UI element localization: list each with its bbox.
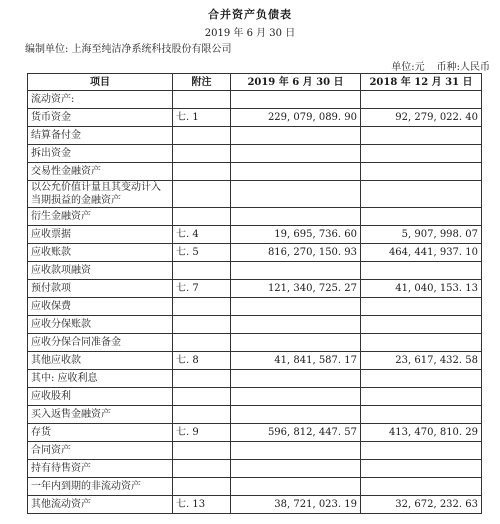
row-item-label: 其他应收款 <box>28 352 173 370</box>
row-item-label: 持有待售资产 <box>28 460 173 478</box>
row-note <box>173 262 231 280</box>
row-value-current <box>231 145 361 163</box>
row-note: 七. 13 <box>173 496 231 514</box>
row-value-current <box>231 181 361 208</box>
row-item-label: 交易性金融资产 <box>28 163 173 181</box>
row-value-current <box>231 262 361 280</box>
table-header-row <box>28 74 482 91</box>
row-value-current <box>231 91 361 109</box>
row-item-label: 货币资金 <box>28 109 173 127</box>
row-value-current <box>231 316 361 334</box>
row-value-current <box>231 442 361 460</box>
table-row <box>28 127 482 145</box>
row-value-prior <box>361 316 482 334</box>
balance-sheet-table <box>27 73 482 514</box>
table-row <box>28 226 482 244</box>
column-header-prior: 2018 年 12 月 31 日 <box>361 74 482 91</box>
row-note <box>173 181 231 208</box>
row-value-current <box>231 388 361 406</box>
row-value-prior <box>361 127 482 145</box>
row-value-current: 121, 340, 725. 27 <box>231 280 361 298</box>
row-note <box>173 298 231 316</box>
column-header-item: 项目 <box>28 74 173 91</box>
row-note <box>173 208 231 226</box>
row-value-prior: 41, 040, 153. 13 <box>361 280 482 298</box>
row-note <box>173 91 231 109</box>
company-name: 编制单位: 上海至纯洁净系统科技股份有限公司 <box>25 44 232 55</box>
column-header-current: 2019 年 6 月 30 日 <box>231 74 361 91</box>
table-row <box>28 334 482 352</box>
row-note <box>173 388 231 406</box>
table-row <box>28 163 482 181</box>
table-row <box>28 181 482 208</box>
row-note: 七. 8 <box>173 352 231 370</box>
table-row <box>28 352 482 370</box>
table-row <box>28 370 482 388</box>
row-value-current <box>231 370 361 388</box>
row-item-label: 应收分保合同准备金 <box>28 334 173 352</box>
row-item-label: 其中: 应收利息 <box>28 370 173 388</box>
row-item-label: 应收款项融资 <box>28 262 173 280</box>
table-row <box>28 262 482 280</box>
table-row <box>28 478 482 496</box>
row-value-current: 816, 270, 150. 93 <box>231 244 361 262</box>
currency-label: 币种:人民币 <box>436 62 490 73</box>
row-item-label: 衍生金融资产 <box>28 208 173 226</box>
table-row <box>28 244 482 262</box>
row-value-prior: 23, 617, 432. 58 <box>361 352 482 370</box>
row-value-prior: 413, 470, 810. 29 <box>361 424 482 442</box>
row-note <box>173 406 231 424</box>
table-row <box>28 388 482 406</box>
row-note <box>173 370 231 388</box>
report-date: 2019 年 6 月 30 日 <box>204 28 296 39</box>
row-item-label: 一年内到期的非流动资产 <box>28 478 173 496</box>
row-note <box>173 442 231 460</box>
row-value-prior <box>361 442 482 460</box>
row-item-label: 应收账款 <box>28 244 173 262</box>
row-value-prior <box>361 91 482 109</box>
table-row <box>28 298 482 316</box>
row-note: 七. 4 <box>173 226 231 244</box>
row-value-prior: 32, 672, 232. 63 <box>361 496 482 514</box>
row-value-prior: 464, 441, 937. 10 <box>361 244 482 262</box>
row-item-label: 买入返售金融资产 <box>28 406 173 424</box>
row-item-label: 应收股利 <box>28 388 173 406</box>
row-note: 七. 5 <box>173 244 231 262</box>
row-value-current: 19, 695, 736. 60 <box>231 226 361 244</box>
row-value-current <box>231 127 361 145</box>
row-note <box>173 460 231 478</box>
row-value-prior <box>361 262 482 280</box>
report-title: 合并资产负债表 <box>208 8 292 21</box>
row-value-prior <box>361 181 482 208</box>
table-row <box>28 316 482 334</box>
row-value-current <box>231 298 361 316</box>
row-item-label: 拆出资金 <box>28 145 173 163</box>
row-item-label: 其他流动资产 <box>28 496 173 514</box>
row-value-current: 38, 721, 023. 19 <box>231 496 361 514</box>
table-row <box>28 460 482 478</box>
row-value-current <box>231 334 361 352</box>
row-value-current <box>231 460 361 478</box>
table-row <box>28 496 482 514</box>
row-value-current: 229, 079, 089. 90 <box>231 109 361 127</box>
row-note <box>173 316 231 334</box>
row-value-current: 41, 841, 587. 17 <box>231 352 361 370</box>
row-value-prior <box>361 406 482 424</box>
row-value-current: 596, 812, 447. 57 <box>231 424 361 442</box>
row-note <box>173 145 231 163</box>
row-value-prior <box>361 478 482 496</box>
row-item-label: 存货 <box>28 424 173 442</box>
row-value-prior <box>361 163 482 181</box>
unit-label: 单位:元 <box>391 62 425 73</box>
row-value-prior <box>361 145 482 163</box>
row-note: 七. 1 <box>173 109 231 127</box>
row-value-prior: 92, 279, 022. 40 <box>361 109 482 127</box>
row-value-prior <box>361 298 482 316</box>
row-note <box>173 163 231 181</box>
table-row <box>28 145 482 163</box>
row-value-current <box>231 478 361 496</box>
row-note: 七. 9 <box>173 424 231 442</box>
row-item-label: 结算备付金 <box>28 127 173 145</box>
table-row <box>28 442 482 460</box>
row-item-label: 预付款项 <box>28 280 173 298</box>
row-item-label: 应收保费 <box>28 298 173 316</box>
row-item-label: 合同资产 <box>28 442 173 460</box>
row-value-current <box>231 406 361 424</box>
row-value-prior <box>361 388 482 406</box>
table-row <box>28 280 482 298</box>
table-body <box>28 91 482 514</box>
row-item-label: 应收分保账款 <box>28 316 173 334</box>
row-value-prior <box>361 370 482 388</box>
table-row <box>28 406 482 424</box>
row-value-prior <box>361 460 482 478</box>
row-value-prior <box>361 334 482 352</box>
table-row <box>28 208 482 226</box>
column-header-note: 附注 <box>173 74 231 91</box>
row-item-label: 应收票据 <box>28 226 173 244</box>
row-value-prior <box>361 208 482 226</box>
table-row <box>28 109 482 127</box>
row-note <box>173 334 231 352</box>
table-row <box>28 91 482 109</box>
unit-line <box>379 58 490 73</box>
row-value-prior: 5, 907, 998. 07 <box>361 226 482 244</box>
row-item-label: 以公允价值计量且其变动计入当期损益的金融资产 <box>28 181 173 208</box>
row-note: 七. 7 <box>173 280 231 298</box>
row-value-current <box>231 208 361 226</box>
table-row <box>28 424 482 442</box>
row-note <box>173 478 231 496</box>
row-value-current <box>231 163 361 181</box>
row-item-label: 流动资产: <box>28 91 173 109</box>
row-note <box>173 127 231 145</box>
